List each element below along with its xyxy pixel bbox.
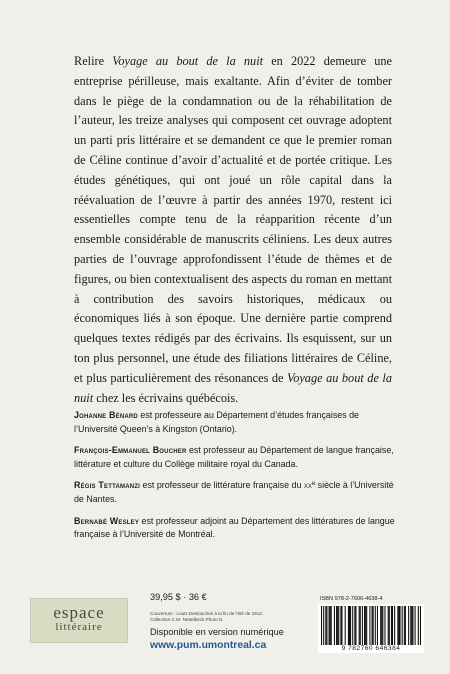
barcode-bar: [323, 606, 324, 646]
barcode-bar: [388, 606, 389, 646]
barcode-bar: [321, 606, 322, 646]
barcode-bar: [362, 606, 363, 646]
barcode-bar: [354, 606, 355, 646]
superscript: e: [311, 481, 316, 488]
author-name: François-Emmanuel Boucher: [74, 445, 187, 456]
barcode-digits: 9 782760 646384: [318, 645, 424, 653]
blurb-text: en 2022 demeure une entreprise périlleuse, mais exaltante. Afin d’éviter de tomber dans le piège de la condamnation ou de la réhabilitation de l’auteur, les treize analyses qui composent cet ouvrage adoptent un parti pris littéraire et se demandent ce que le premier roman de Céline continue d’avoir d’actualité et de portée critique. Les études génétiques, qui ont joué un rôle capital dans la réévaluation de l’œuvre à partir des années 1970, restent ici essentielles compte tenu de la réapparition récente d’un ensemble considérable de manuscrits céliniens. Les deux autres parties de l’ouvrage approfondissent l’étude de thèmes et de figures, ou bien contextualisent des aspects du roman en mettant à contribution des savoirs historiques, médicaux ou économiques liés à son époque. Une dernière partie comprend quelques textes rédigés par des écrivains. Ils esquissent, sur un ton plus personnel, une étude des filiations littéraires de Céline, et plus particulièrement des résonances de: [74, 54, 392, 385]
series-logo: [30, 598, 128, 643]
barcode-bar: [394, 606, 395, 646]
author-name: Bernabé Wesley: [74, 515, 140, 526]
barcode-bar: [365, 606, 366, 646]
blurb-paragraph: [74, 52, 392, 408]
barcode-bar: [360, 606, 361, 646]
logo-line-2: littéraire: [55, 621, 103, 633]
barcode-bar: [412, 606, 413, 646]
author-bio: [74, 515, 400, 542]
blurb-text: Relire: [74, 54, 113, 68]
author-description: est professeur adjoint au Département des littératures de langue française à l’Université de Montréal.: [74, 515, 395, 540]
barcode-bar: [389, 606, 390, 646]
barcode: [318, 604, 424, 646]
barcode-bar: [345, 606, 346, 646]
barcode-bar: [382, 606, 383, 646]
isbn: ISBN 978-2-7606-4638-4: [320, 596, 383, 602]
book-title: Voyage au bout de la nuit: [112, 54, 264, 68]
barcode-bar: [410, 606, 411, 646]
barcode-bar: [338, 606, 339, 646]
barcode-bar: [377, 606, 378, 646]
barcode-bar: [326, 606, 327, 646]
barcode-bar: [411, 606, 412, 646]
barcode-bar: [369, 606, 370, 646]
barcode-bar: [334, 606, 335, 646]
barcode-bar: [337, 606, 338, 646]
author-bio: [74, 444, 400, 471]
author-description: est professeure au Département d’études françaises de l’Université Queen’s à Kingston (Ontario).: [74, 410, 359, 434]
barcode-bar: [372, 606, 373, 646]
barcode-bar: [397, 606, 398, 646]
author-description: siècle à l’Université de Nantes.: [74, 480, 394, 504]
barcode-bar: [336, 606, 337, 646]
back-cover-blurb: [74, 52, 392, 408]
barcode-bar: [415, 606, 416, 646]
barcode-bar: [384, 606, 385, 646]
barcode-bar: [404, 606, 405, 646]
barcode-bar: [373, 606, 374, 646]
barcode-bar: [402, 606, 403, 646]
barcode-bar: [330, 606, 331, 646]
barcode-bar: [366, 606, 367, 646]
book-title: Voyage au bout de la nuit: [74, 370, 392, 405]
barcode-bar: [355, 606, 356, 646]
barcode-bar: [418, 606, 419, 646]
barcode-bar: [381, 606, 382, 646]
blurb-text: chez les écrivains québécois.: [93, 390, 239, 405]
barcode-bar: [392, 606, 393, 646]
author-bios: [74, 409, 400, 550]
author-description: est professeur au Département de langue française, littérature et culture du Collège militaire royal du Canada.: [74, 445, 394, 469]
barcode-bar: [399, 606, 400, 646]
barcode-bar: [341, 606, 342, 646]
barcode-bar: [348, 606, 349, 646]
author-name: Régis Tettamanzi: [74, 480, 141, 491]
barcode-bar: [359, 606, 360, 646]
barcode-bar: [325, 606, 326, 646]
barcode-bar: [398, 606, 399, 646]
barcode-bar: [364, 606, 365, 646]
barcode-bar: [350, 606, 351, 646]
barcode-bar: [420, 606, 421, 646]
credit-line: Couverture : Louis Destouches à la fin de l’été de 1912.: [150, 611, 264, 616]
century-numeral: xx: [303, 480, 312, 491]
barcode-bar: [391, 606, 392, 646]
barcode-bar: [405, 606, 406, 646]
author-bio: [74, 409, 400, 436]
digital-availability: Disponible en version numérique: [150, 627, 284, 637]
barcode-bar: [408, 606, 409, 646]
barcode-bar: [329, 606, 330, 646]
publisher-url[interactable]: www.pum.umontreal.ca: [150, 640, 267, 651]
barcode-bar: [331, 606, 332, 646]
author-name: Johanne Bénard: [74, 410, 138, 420]
price: 39,95 $ · 36 €: [150, 592, 207, 602]
cover-credit: [150, 611, 330, 623]
barcode-bar: [352, 606, 353, 646]
author-bio: [74, 479, 400, 506]
credit-line: Collection C.W. Nettelbeck Photo N.: [150, 617, 224, 622]
barcode-bar: [349, 606, 350, 646]
barcode-bar: [380, 606, 381, 646]
barcode-bar: [375, 606, 376, 646]
barcode-bar: [340, 606, 341, 646]
logo-line-1: espace: [53, 603, 105, 622]
author-description: est professeur de littérature française du: [140, 480, 304, 491]
